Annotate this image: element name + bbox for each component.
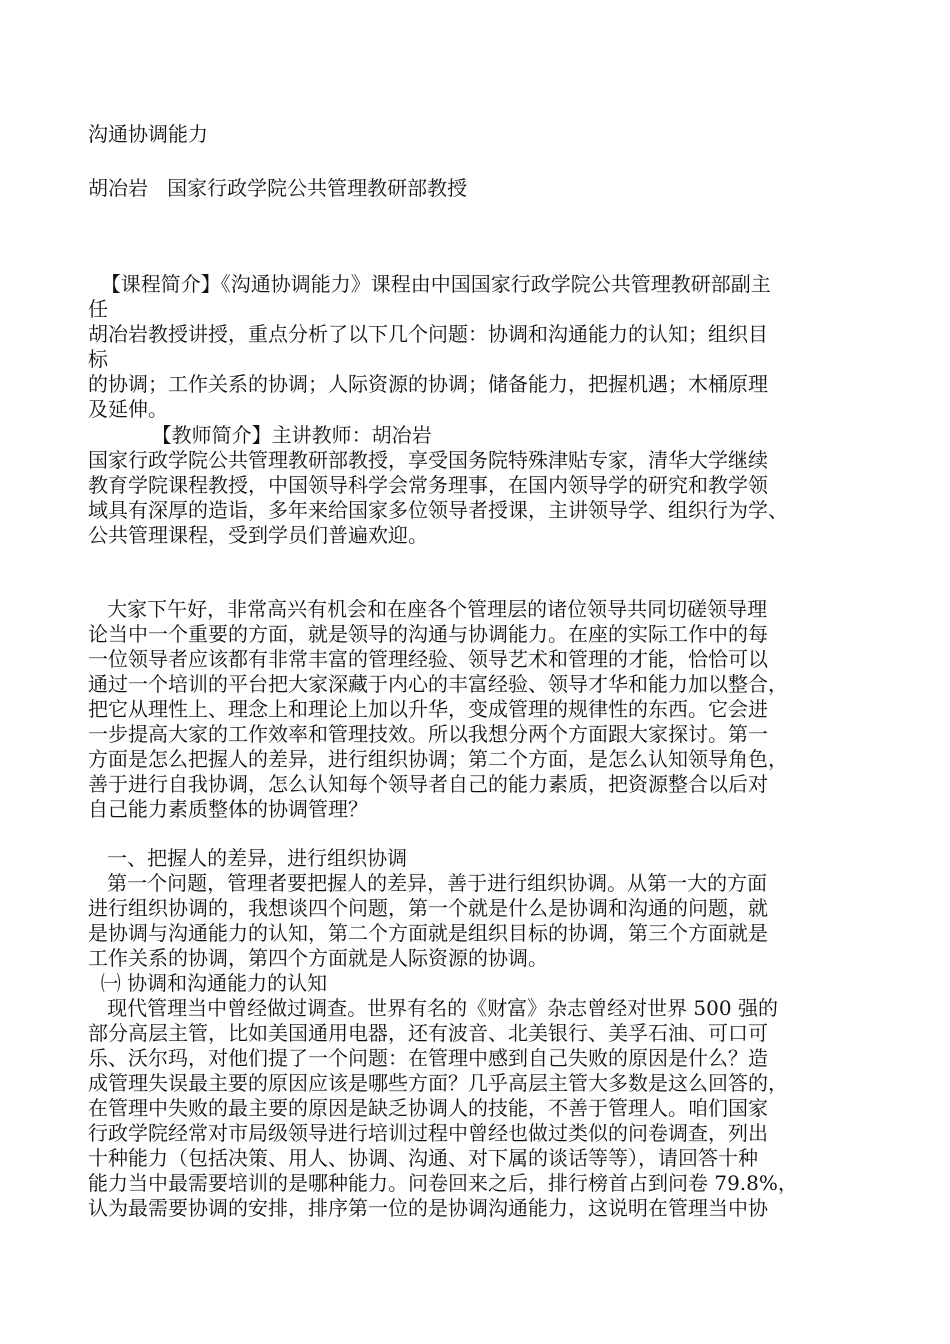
text-line: 进行组织协调的，我想谈四个问题，第一个就是什么是协调和沟通的问题，就	[88, 896, 768, 920]
text-line: 【教师简介】主讲教师：胡冶岩	[88, 423, 432, 447]
section-heading: 一、把握人的差异，进行组织协调	[88, 846, 408, 870]
teacher-intro-paragraph	[88, 423, 788, 548]
text-line: 【课程简介】《沟通协调能力》课程由中国国家行政学院公共管理教研部副主	[88, 272, 771, 296]
document-title: 沟通协调能力	[88, 122, 208, 146]
text-line: 第一个问题，管理者要把握人的差异，善于进行组织协调。从第一大的方面	[88, 871, 768, 895]
text-line: 的协调；工作关系的协调；人际资源的协调；储备能力，把握机遇；木桶原理	[88, 372, 768, 396]
opening-speech-paragraph	[88, 597, 788, 822]
section-one	[88, 846, 798, 1221]
text-line: 能力当中最需要培训的是哪种能力。问卷回来之后，排行榜首占到问卷 79.8%，	[88, 1171, 798, 1195]
text-line: 成管理失误最主要的原因应该是哪些方面？几乎高层主管大多数是这么回答的，	[88, 1071, 788, 1095]
text-line: 认为最需要协调的安排，排序第一位的是协调沟通能力，这说明在管理当中协	[88, 1196, 768, 1220]
text-line: 公共管理课程，受到学员们普遍欢迎。	[88, 523, 428, 547]
text-line: 胡冶岩教授讲授，重点分析了以下几个问题：协调和沟通能力的认知；组织目	[88, 322, 768, 346]
text-line: 行政学院经常对市局级领导进行培训过程中曾经也做过类似的问卷调查，列出	[88, 1121, 768, 1145]
text-line: 部分高层主管，比如美国通用电器，还有波音、北美银行、美孚石油、可口可	[88, 1021, 768, 1045]
text-line: 一步提高大家的工作效率和管理技效。所以我想分两个方面跟大家探讨。第一	[88, 722, 768, 746]
text-line: 通过一个培训的平台把大家深藏于内心的丰富经验、领导才华和能力加以整合，	[88, 672, 788, 696]
text-line: 任	[88, 297, 108, 321]
text-line: 国家行政学院公共管理教研部教授，享受国务院特殊津贴专家，清华大学继续	[88, 448, 768, 472]
text-line: 大家下午好，非常高兴有机会和在座各个管理层的诸位领导共同切磋领导理	[88, 597, 768, 621]
text-line: 在管理中失败的最主要的原因是缺乏协调人的技能，不善于管理人。咱们国家	[88, 1096, 768, 1120]
text-line: 乐、沃尔玛，对他们提了一个问题：在管理中感到自己失败的原因是什么？造	[88, 1046, 768, 1070]
text-line: 方面是怎么把握人的差异，进行组织协调；第二个方面，是怎么认知领导角色，	[88, 747, 788, 771]
text-line: 把它从理性上、理念上和理论上加以升华，变成管理的规律性的东西。它会进	[88, 697, 768, 721]
text-line: 及延伸。	[88, 397, 168, 421]
text-line: 域具有深厚的造诣，多年来给国家多位领导者授课，主讲领导学、组织行为学、	[88, 498, 788, 522]
subsection-heading: ㈠ 协调和沟通能力的认知	[88, 971, 328, 995]
author-line: 胡冶岩 国家行政学院公共管理教研部教授	[88, 176, 468, 200]
text-line: 标	[88, 347, 108, 371]
text-line: 一位领导者应该都有非常丰富的管理经验、领导艺术和管理的才能，恰恰可以	[88, 647, 768, 671]
text-line: 论当中一个重要的方面，就是领导的沟通与协调能力。在座的实际工作中的每	[88, 622, 768, 646]
text-line: 自己能力素质整体的协调管理？	[88, 797, 368, 821]
text-line: 工作关系的协调，第四个方面就是人际资源的协调。	[88, 946, 548, 970]
text-line: 教育学院课程教授，中国领导科学会常务理事，在国内领导学的研究和教学领	[88, 473, 768, 497]
text-line: 现代管理当中曾经做过调查。世界有名的《财富》杂志曾经对世界 500 强的	[88, 996, 778, 1020]
text-line: 是协调与沟通能力的认知，第二个方面就是组织目标的协调，第三个方面就是	[88, 921, 768, 945]
text-line: 十种能力（包括决策、用人、协调、沟通、对下属的谈话等等），请回答十种	[88, 1146, 758, 1170]
course-intro-paragraph	[88, 272, 771, 422]
text-line: 善于进行自我协调，怎么认知每个领导者自己的能力素质，把资源整合以后对	[88, 772, 768, 796]
